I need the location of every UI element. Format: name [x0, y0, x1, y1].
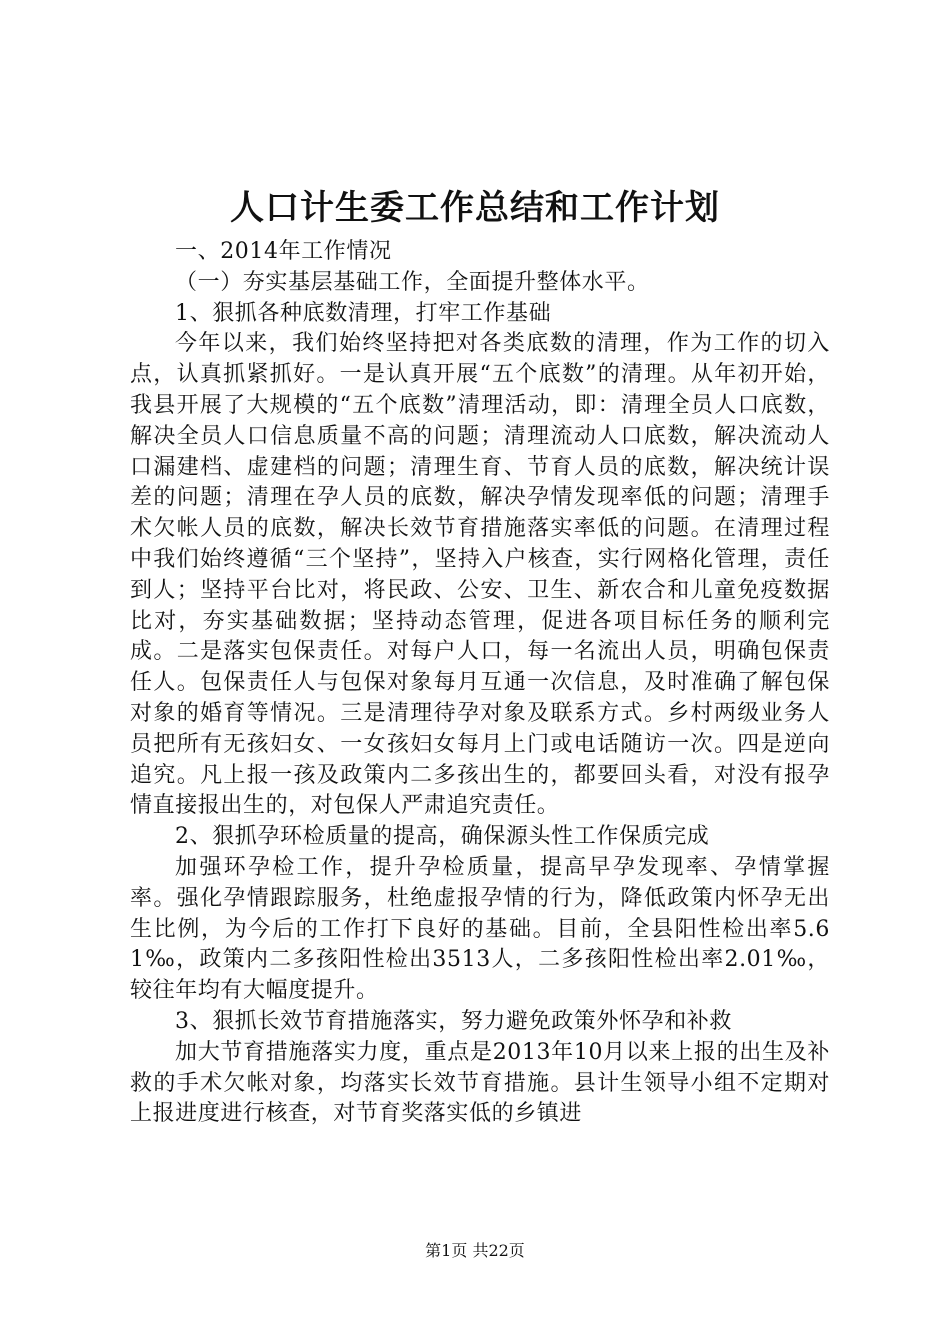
item-heading: 3、狠抓长效节育措施落实，努力避免政策外怀孕和补救 [175, 1008, 732, 1034]
document-body [130, 237, 830, 1130]
body-paragraph: 今年以来，我们始终坚持把对各类底数的清理，作为工作的切入点，认真抓紧抓好。一是认真开展“五个底数”的清理。从年初开始，我县开展了大规模的“五个底数”清理活动，即：清理全员人口底数，解决全员人口信息质量不高的问题；清理流动人口底数，解决流动人口漏建档、虚建档的问题；清理生育、节育人员的底数，解决统计误差的问题；清理在孕人员的底数，解决孕情发现率低的问题；清理手术欠帐人员的底数，解决长效节育措施落实率低的问题。在清理过程中我们始终遵循“三个坚持”，坚持入户核查，实行网格化管理，责任到人；坚持平台比对，将民政、公安、卫生、新农合和儿童免疫数据比对，夯实基础数据；坚持动态管理，促进各项目标任务的顺利完成。二是落实包保责任。对每户人口，每一名流出人员，明确包保责任人。包保责任人与包保对象每月互通一次信息，及时准确了解包保对象的婚育等情况。三是清理待孕对象及联系方式。乡村两级业务人员把所有无孩妇女、一女孩妇女每月上门或电话随访一次。四是逆向追究。凡上报一孩及政策内二多孩出生的，都要回头看，对没有报孕情直接报出生的，对包保人严肃追究责任。 [130, 331, 830, 819]
item-heading: 2、狠抓孕环检质量的提高，确保源头性工作保质完成 [175, 824, 710, 850]
subsection-heading: （一）夯实基层基础工作，全面提升整体水平。 [175, 269, 650, 295]
section-heading: 一、2014年工作情况 [175, 239, 392, 264]
item-heading: 1、狠抓各种底数清理，打牢工作基础 [175, 300, 552, 326]
body-paragraph: 加强环孕检工作，提升孕检质量，提高早孕发现率、孕情掌握率。强化孕情跟踪服务，杜绝虚报孕情的行为，降低政策内怀孕无出生比例，为今后的工作打下良好的基础。目前，全县阳性检出率5.61‰，政策内二多孩阳性检出3513人，二多孩阳性检出率2.01‰，较往年均有大幅度提升。 [130, 854, 830, 1004]
body-paragraph: 加大节育措施落实力度，重点是2013年10月以来上报的出生及补救的手术欠帐对象，均落实长效节育措施。县计生领导小组不定期对上报进度进行核查，对节育奖落实低的乡镇进 [130, 1039, 830, 1127]
document-title: 人口计生委工作总结和工作计划 [230, 188, 720, 228]
page-footer: 第1页 共22页 [425, 1241, 525, 1260]
